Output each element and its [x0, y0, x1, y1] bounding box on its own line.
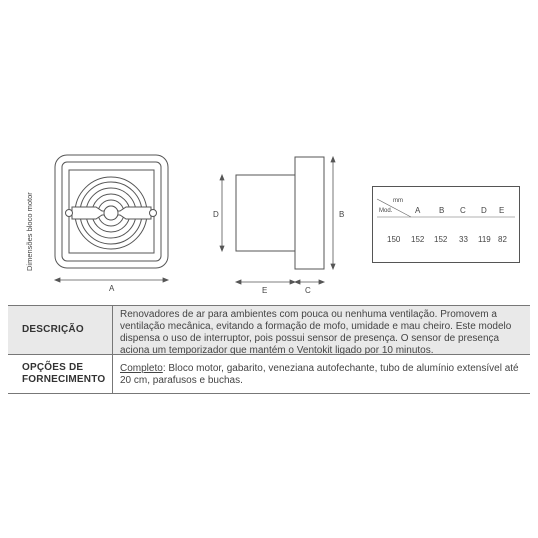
column-divider [112, 355, 113, 393]
side-view-flange [295, 157, 324, 269]
screw-left-icon [66, 210, 73, 217]
dimension-label-b: B [339, 210, 345, 219]
column-divider [112, 306, 113, 354]
dimension-a-line [55, 278, 168, 282]
dimension-c-line [295, 280, 324, 284]
side-view [236, 157, 324, 269]
description-text: Renovadores de ar para ambientes com pouca ou nenhuma ventilação. Promovem a ventilação mecânica, evitando a formação de mofo, umidade e mau cheiro. Este modelo dispensa o uso de interruptor, pois possui sensor de presença. O sensor de presença aciona um temporizador que mantém o Ventokit ligado por 10 minutos. [120, 309, 512, 356]
value-e: 82 [498, 235, 507, 244]
dimension-label-a: A [109, 284, 115, 293]
dimension-d-line [220, 175, 224, 251]
screw-right-icon [150, 210, 157, 217]
options-label-line1: OPÇÕES DE [22, 362, 84, 373]
dimensions-table [372, 186, 520, 263]
value-c: 33 [459, 235, 468, 244]
dimension-e-line [236, 280, 295, 284]
column-header-c: C [460, 206, 466, 215]
description-row [8, 305, 530, 354]
description-label: DESCRIÇÃO [22, 324, 84, 335]
side-caption: Dimensões bloco motor [25, 192, 34, 271]
value-d: 119 [478, 235, 491, 244]
dimension-b-line [331, 157, 335, 269]
model-header: Mod. [379, 208, 393, 214]
options-label-line2: FORNECIMENTO [22, 374, 106, 385]
column-header-a: A [415, 206, 421, 215]
front-view [55, 155, 168, 268]
dimension-label-e: E [262, 286, 268, 295]
options-prefix: Completo [120, 363, 163, 374]
value-b: 152 [434, 235, 448, 244]
column-header-b: B [439, 206, 445, 215]
model-value: 150 [387, 235, 401, 244]
value-a: 152 [411, 235, 425, 244]
specification-table [8, 305, 530, 394]
options-text-block [120, 363, 524, 387]
dimension-label-c: C [305, 286, 311, 295]
options-text: : Bloco motor, gabarito, veneziana autofechante, tubo de alumínio extensível até 20 cm, parafusos e buchas. [120, 363, 519, 386]
unit-label: mm [393, 198, 403, 204]
options-row [8, 354, 530, 394]
side-view-body [236, 175, 295, 251]
column-header-e: E [499, 206, 505, 215]
dimension-label-d: D [213, 210, 219, 219]
column-header-d: D [481, 206, 487, 215]
